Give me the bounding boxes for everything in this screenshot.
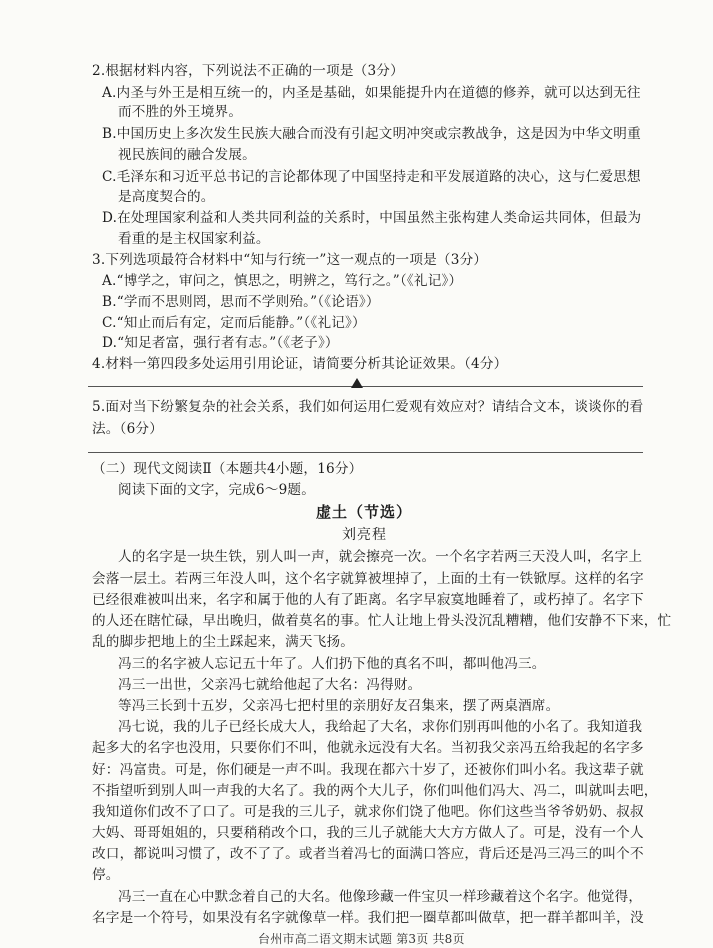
q2-option-c: C.毛泽东和习近平总书记的言论都体现了中国坚持走和平发展道路的决心，这与仁爱思想 [102, 169, 641, 185]
q2-option-b: B.中国历史上多次发生民族大融合而没有引起文明冲突或宗教战争，这是因为中华文明重 [102, 126, 641, 142]
passage-line: 改口，都说叫习惯了，改不了了。或者当着冯七的面满口答应，背后还是冯三冯三的叫个不 [92, 846, 644, 862]
passage-line: 停。 [92, 867, 120, 883]
passage-line: 我知道你们改不了口了。可是我的三儿子，就求你们饶了他吧。你们这些当爷爷奶奶、叔叔 [92, 804, 644, 820]
passage-line: 大妈、哥哥姐姐的，只要稍稍改个口，我的三儿子就能大大方方做人了。可是，没有一个人 [92, 825, 644, 841]
passage-line: 好：冯富贵。可是，你们硬是一声不叫。我现在都六十岁了，还被你们叫小名。我这辈子就 [92, 762, 644, 778]
q3-option-b: B.“学而不思则罔，思而不学则殆。”（《论语》） [102, 294, 380, 310]
section-instruction: 阅读下面的文字，完成6～9题。 [118, 482, 316, 498]
triangle-marker-icon [351, 378, 363, 388]
q2-option-d: D.在处理国家利益和人类共同利益的关系时，中国虽然主张构建人类命运共同体，但最为 [102, 210, 642, 226]
q2-option-d-cont: 看重的是主权国家利益。 [118, 231, 270, 247]
passage-line: 冯三一出世，父亲冯七就给他起了大名：冯得财。 [118, 677, 422, 693]
q2-option-c-cont: 是高度契合的。 [118, 189, 215, 205]
passage-line: 冯三一直在心中默念着自己的大名。他像珍藏一件宝贝一样珍藏着这个名字。他觉得， [118, 889, 643, 905]
answer-separator-line [88, 386, 643, 387]
passage-line: 冯三的名字被人忘记五十年了。人们扔下他的真名不叫，都叫他冯三。 [118, 656, 546, 672]
q2-stem: 2.根据材料内容，下列说法不正确的一项是（3分） [92, 63, 404, 79]
passage-title: 虚土（节选） [316, 503, 413, 521]
q3-option-a: A.“博学之，审问之，慎思之，明辨之，笃行之。”（《礼记》） [102, 273, 463, 289]
q5-stem-cont: 法。（6分） [92, 421, 164, 437]
q3-option-d: D.“知足者富，强行者有志。”（《老子》） [102, 335, 339, 351]
page-footer: 台州市高二语文期末试题 第3页 共8页 [258, 932, 465, 946]
passage-line: 名字是一个符号，如果没有名字就像草一样。我们把一圈草都叫做草，把一群羊都叫羊，没 [92, 910, 644, 926]
q3-stem: 3.下列选项最符合材料中“知与行统一”这一观点的一项是（3分） [92, 252, 488, 268]
passage-line: 不指望听到别人叫一声我的大名了。我的两个大儿子，你们叫他们冯大、冯二，叫就叫去吧， [92, 783, 658, 799]
q5-stem: 5.面对当下纷繁复杂的社会关系，我们如何运用仁爱观有效应对？请结合文本，谈谈你的看 [92, 399, 644, 415]
passage-line: 的人还在瞎忙碌，早出晚归，做着莫名的事。忙人让地上骨头没沉乱糟糟，他们安静不下来，忙 [92, 613, 672, 629]
q2-option-b-cont: 视民族间的融合发展。 [118, 147, 256, 163]
q2-option-a-cont: 而不胜的外王境界。 [118, 104, 243, 120]
q3-option-c: C.“知止而后有定，定而后能静。”（《礼记》） [102, 315, 366, 331]
passage-author: 刘亮程 [342, 527, 387, 543]
q2-option-a: A.内圣与外王是相互统一的，内圣是基础，如果能提升内在道德的修养，就可以达到无往 [102, 85, 641, 101]
passage-line: 乱的脚步把地上的尘土踩起来，满天飞扬。 [92, 634, 355, 650]
passage-line: 人的名字是一块生铁，别人叫一声，就会擦亮一次。一个名字若两三天没人叫，名字上 [118, 549, 643, 565]
answer-separator-line-2 [88, 452, 643, 453]
q4-stem: 4.材料一第四段多处运用引用论证，请简要分析其论证效果。（4分） [92, 356, 508, 372]
passage-line: 冯七说，我的儿子已经长成大人，我给起了大名，求你们别再叫他的小名了。我知道我 [118, 719, 643, 735]
passage-line: 已经很难被叫出来，名字和属于他的人有了距离。名字早寂寞地睡着了，或朽掉了。名字下 [92, 592, 644, 608]
passage-line: 起多大的名字也没用，只要你们不叫，他就永远没有大名。当初我父亲冯五给我起的名字多 [92, 740, 644, 756]
passage-line: 等冯三长到十五岁，父亲冯七把村里的亲朋好友召集来，摆了两桌酒席。 [118, 698, 560, 714]
section-heading: （二）现代文阅读Ⅱ（本题共4小题，16分） [92, 461, 363, 477]
passage-line: 会落一层土。若两三年没人叫，这个名字就算被埋掉了，上面的土有一铁锨厚。这样的名字 [92, 571, 644, 587]
